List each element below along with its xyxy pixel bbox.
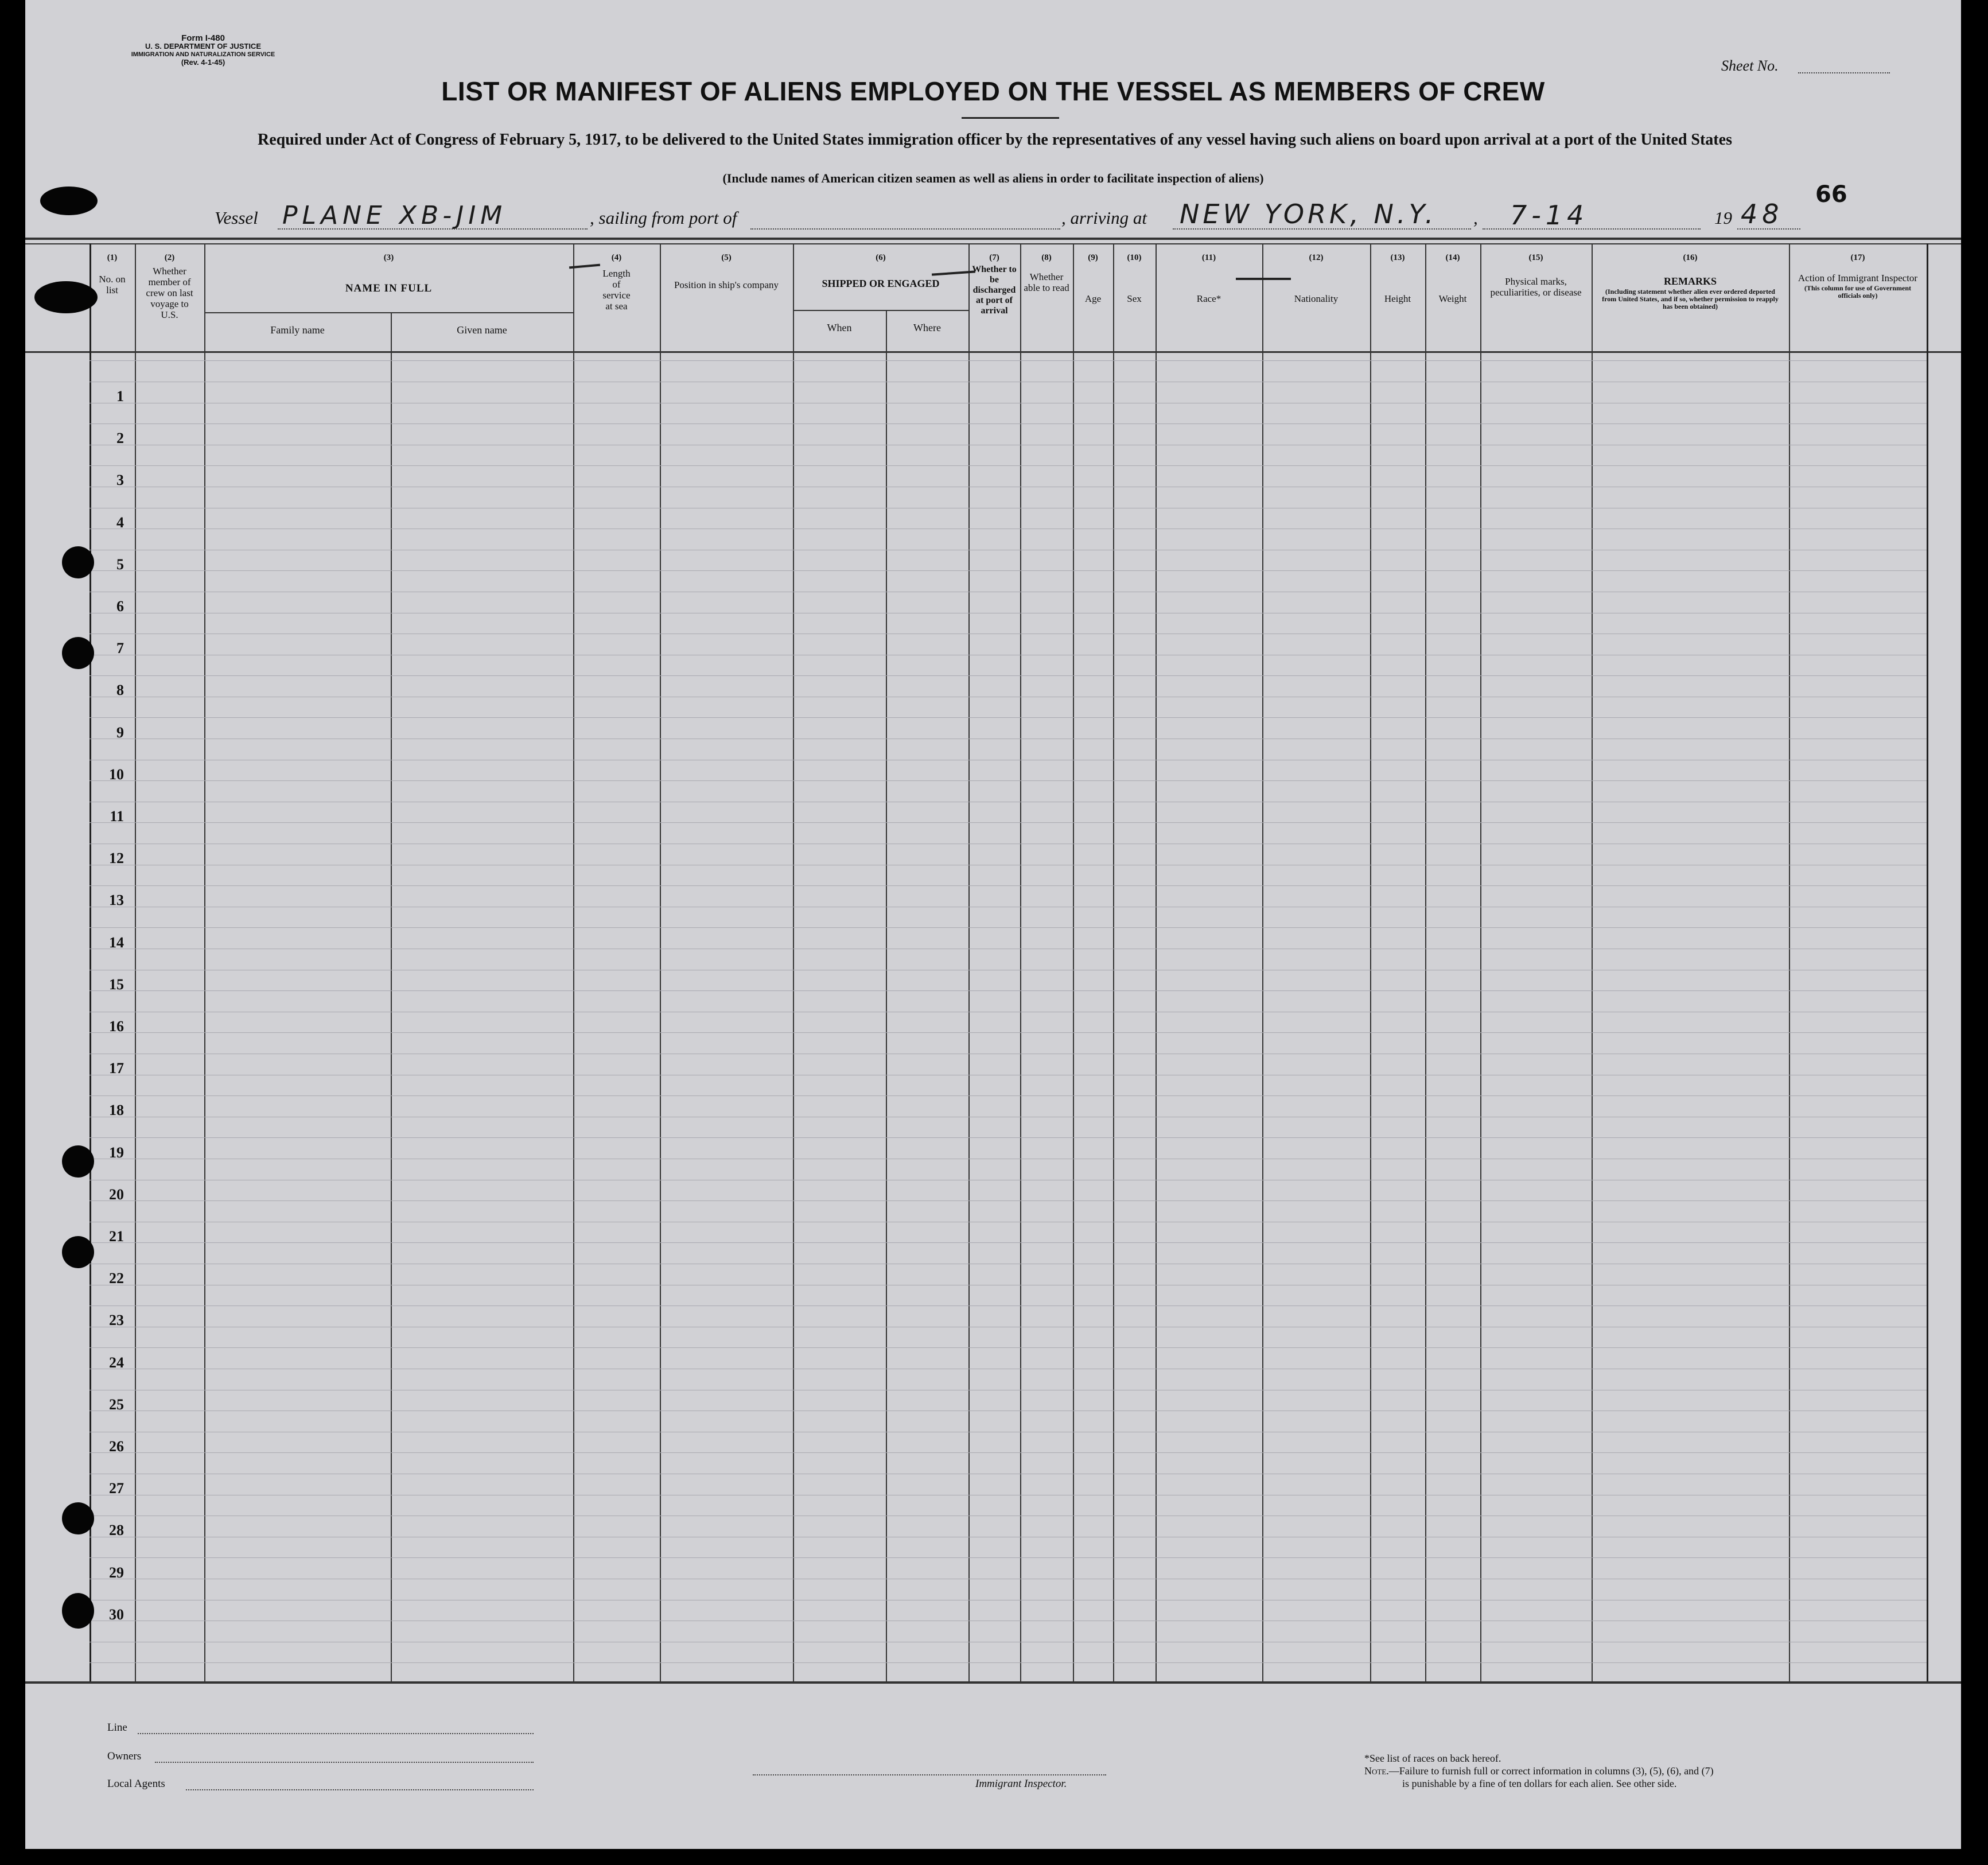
inspector-signature-field[interactable] — [753, 1774, 1106, 1775]
row-number: 19 — [109, 1144, 124, 1161]
col13-header — [1370, 252, 1425, 304]
row-number: 27 — [109, 1480, 124, 1497]
col3-header — [204, 252, 573, 294]
row-number: 23 — [109, 1312, 124, 1328]
table-row[interactable] — [90, 595, 1927, 636]
year-prefix: 19 — [1714, 208, 1732, 228]
form-revision: (Rev. 4-1-45) — [181, 58, 225, 67]
form-number: Form I-480 — [181, 33, 225, 43]
col7-header — [968, 252, 1020, 316]
table-row[interactable] — [90, 1141, 1927, 1183]
col6-header — [793, 252, 968, 289]
fine-note-2: is punishable by a fine of ten dollars for each alien. See other side. — [1402, 1778, 1677, 1789]
col14-label: Weight — [1438, 293, 1467, 304]
col7-label: Whether to be discharged at port of arrival — [972, 265, 1017, 316]
footer-agents-label: Local Agents — [107, 1778, 165, 1790]
form-identification — [94, 34, 312, 67]
col4-label: Length of service at sea — [602, 268, 631, 312]
col13-number: (13) — [1390, 253, 1405, 262]
row-number: 17 — [109, 1060, 124, 1077]
vessel-label: Vessel — [215, 208, 258, 228]
col14-header — [1425, 252, 1480, 304]
table-row[interactable] — [90, 931, 1927, 973]
punch-hole — [62, 1593, 94, 1629]
col4-number: (4) — [611, 253, 622, 262]
col6-number: (6) — [876, 253, 886, 262]
footer-line-field[interactable] — [138, 1733, 534, 1734]
row-number: 12 — [109, 850, 124, 867]
col3-given-header: Given name — [457, 324, 507, 336]
punch-hole — [62, 1145, 94, 1178]
sheet-number-field[interactable] — [1798, 72, 1890, 73]
col6-where-header: Where — [913, 322, 941, 333]
page-mark: 66 — [1815, 181, 1847, 208]
row-number: 26 — [109, 1438, 124, 1455]
sheet-number-label: Sheet No. — [1721, 57, 1779, 74]
ruled-line — [90, 360, 1927, 361]
fine-note — [1364, 1765, 1714, 1777]
col1-number: (1) — [107, 253, 118, 262]
col-border-right — [1927, 243, 1928, 1681]
col6-label: SHIPPED OR ENGAGED — [822, 278, 940, 289]
table-row[interactable] — [90, 468, 1927, 510]
table-row[interactable] — [90, 1477, 1927, 1518]
table-row[interactable] — [90, 511, 1927, 553]
col1-label: No. on list — [99, 274, 126, 296]
arriving-label: , arriving at — [1061, 208, 1147, 228]
year-field — [1737, 228, 1800, 230]
table-row[interactable] — [90, 846, 1927, 888]
col5-header — [660, 252, 793, 290]
table-row[interactable] — [90, 1393, 1927, 1435]
date-value[interactable]: 7-14 — [1510, 200, 1589, 231]
name-subheader-rule — [204, 312, 573, 313]
table-row[interactable] — [90, 678, 1927, 720]
row-number: 16 — [109, 1018, 124, 1035]
footer-agents-field[interactable] — [186, 1789, 534, 1790]
table-row[interactable] — [90, 1518, 1927, 1560]
col5-number: (5) — [721, 253, 732, 262]
row-number: 24 — [109, 1354, 124, 1371]
row-number: 21 — [109, 1228, 124, 1245]
requirement-text: Required under Act of Congress of February 5, 1917, to be delivered to the United States immigration officer by the representatives of any vessel having such aliens on board upon arrival at a port of the United States — [258, 131, 1732, 149]
row-number: 18 — [109, 1102, 124, 1118]
col4-header — [573, 252, 660, 312]
year-value[interactable]: 48 — [1741, 199, 1784, 230]
footer-owners-field[interactable] — [155, 1762, 534, 1763]
row-number: 14 — [109, 934, 124, 951]
table-row[interactable] — [90, 1056, 1927, 1098]
table-row[interactable] — [90, 1561, 1927, 1603]
col11-number: (11) — [1201, 253, 1216, 262]
row-number: 22 — [109, 1270, 124, 1287]
row-number: 1 — [116, 388, 124, 405]
service-name: IMMIGRATION AND NATURALIZATION SERVICE — [131, 51, 275, 58]
table-row[interactable] — [90, 1098, 1927, 1140]
row-number: 13 — [109, 892, 124, 908]
col9-label: Age — [1084, 293, 1102, 304]
col15-header — [1480, 252, 1592, 298]
col16-header — [1592, 252, 1789, 310]
table-row[interactable] — [90, 1015, 1927, 1056]
col13-label: Height — [1384, 293, 1411, 304]
department: U. S. DEPARTMENT OF JUSTICE — [145, 42, 261, 50]
row-number: 4 — [116, 514, 124, 531]
table-row[interactable] — [90, 1183, 1927, 1225]
fine-note-label: Note. — [1364, 1765, 1389, 1777]
header-bottom-rule — [25, 351, 1961, 353]
table-row[interactable] — [90, 1225, 1927, 1266]
shipped-subheader-rule — [793, 310, 968, 311]
col17-sublabel: (This column for use of Government officials only) — [1804, 284, 1912, 300]
vessel-name-field — [278, 228, 588, 230]
col7-number: (7) — [989, 253, 999, 262]
pen-stroke — [1236, 278, 1291, 280]
col16-sublabel: (Including statement whether alien ever ordered deported from United States, and if so, whether permission to reapply has been obtained) — [1602, 287, 1779, 310]
row-number: 28 — [109, 1522, 124, 1538]
col8-header — [1020, 252, 1073, 293]
footer-line-label: Line — [107, 1722, 127, 1734]
col3-label: NAME IN FULL — [345, 282, 433, 294]
row-number: 20 — [109, 1186, 124, 1203]
col8-number: (8) — [1041, 253, 1052, 262]
row-number: 29 — [109, 1564, 124, 1581]
row-number: 15 — [109, 976, 124, 993]
row-number: 6 — [116, 598, 124, 615]
col8-label: Whether able to read — [1024, 271, 1069, 293]
row-number: 8 — [116, 682, 124, 698]
arriving-port-field — [1173, 228, 1471, 230]
col16-label: REMARKS — [1663, 275, 1717, 287]
row-number: 9 — [116, 724, 124, 741]
col3-number: (3) — [383, 253, 394, 262]
table-top-rule — [25, 238, 1961, 240]
col17-number: (17) — [1850, 253, 1865, 262]
col17-header — [1789, 252, 1927, 300]
vessel-name-value[interactable]: PLANE XB-JIM — [282, 201, 507, 230]
ruled-line — [90, 1662, 1927, 1663]
col2-label: Whether member of crew on last voyage to U.S. — [146, 266, 193, 320]
col16-number: (16) — [1683, 253, 1698, 262]
arriving-port-value[interactable]: NEW YORK, N.Y. — [1180, 199, 1437, 230]
table-row[interactable] — [90, 426, 1927, 468]
col9-header — [1073, 252, 1113, 304]
table-row[interactable] — [90, 636, 1927, 678]
table-top-rule-2 — [25, 243, 1961, 244]
title-rule — [962, 117, 1059, 119]
table-bottom-rule — [25, 1681, 1961, 1684]
footer-owners-label: Owners — [107, 1750, 142, 1762]
col14-number: (14) — [1445, 253, 1460, 262]
row-number: 11 — [110, 808, 124, 825]
manifest-sheet — [25, 0, 1961, 1849]
table-row[interactable] — [90, 1351, 1927, 1393]
date-comma: , — [1473, 208, 1478, 228]
col10-header — [1113, 252, 1156, 304]
punch-hole — [62, 1502, 94, 1534]
date-field — [1483, 228, 1701, 230]
row-number: 2 — [116, 430, 124, 446]
row-number: 30 — [109, 1606, 124, 1623]
col6-when-header: When — [827, 322, 852, 333]
row-number: 3 — [116, 472, 124, 488]
row-number: 7 — [116, 640, 124, 656]
col1-header — [90, 252, 135, 296]
races-note: *See list of races on back hereof. — [1364, 1753, 1501, 1764]
col10-number: (10) — [1127, 253, 1142, 262]
row-number: 5 — [116, 556, 124, 573]
col5-label: Position in ship's company — [674, 279, 779, 290]
table-row[interactable] — [90, 973, 1927, 1015]
table-row[interactable] — [90, 1266, 1927, 1308]
row-number: 10 — [109, 766, 124, 783]
col11-label: Race* — [1196, 293, 1221, 304]
col2-header — [135, 252, 204, 320]
col15-number: (15) — [1528, 253, 1543, 262]
table-row[interactable] — [90, 1435, 1927, 1477]
table-row[interactable] — [90, 888, 1927, 930]
row-number: 25 — [109, 1396, 124, 1413]
col9-number: (9) — [1088, 253, 1098, 262]
table-row[interactable] — [90, 763, 1927, 805]
col3-family-header: Family name — [270, 324, 325, 336]
punch-hole — [62, 546, 94, 578]
table-row[interactable] — [90, 805, 1927, 846]
punch-hole — [62, 637, 94, 669]
table-row[interactable] — [90, 1308, 1927, 1350]
sailing-label: , sailing from port of — [590, 208, 737, 228]
col10-label: Sex — [1127, 293, 1142, 304]
punch-hole — [40, 187, 98, 215]
punch-hole — [62, 1236, 94, 1268]
table-row[interactable] — [90, 384, 1927, 426]
page-title: LIST OR MANIFEST OF ALIENS EMPLOYED ON THE VESSEL AS MEMBERS OF CREW — [441, 76, 1545, 106]
table-row[interactable] — [90, 1603, 1927, 1645]
col12-number: (12) — [1309, 253, 1324, 262]
inspector-label: Immigrant Inspector. — [975, 1778, 1067, 1790]
include-note: (Include names of American citizen seamen as well as aliens in order to facilitate inspection of aliens) — [722, 171, 1264, 185]
col2-number: (2) — [164, 253, 175, 262]
table-row[interactable] — [90, 721, 1927, 763]
col12-label: Nationality — [1294, 293, 1339, 304]
punch-hole — [34, 281, 98, 313]
sailing-port-field[interactable] — [750, 228, 1060, 230]
fine-note-text: —Failure to furnish full or correct information in columns (3), (5), (6), and (7) — [1388, 1765, 1714, 1777]
col17-label: Action of Immigrant Inspector — [1798, 273, 1918, 283]
table-row[interactable] — [90, 553, 1927, 595]
col15-label: Physical marks, peculiarities, or disease — [1490, 276, 1582, 298]
